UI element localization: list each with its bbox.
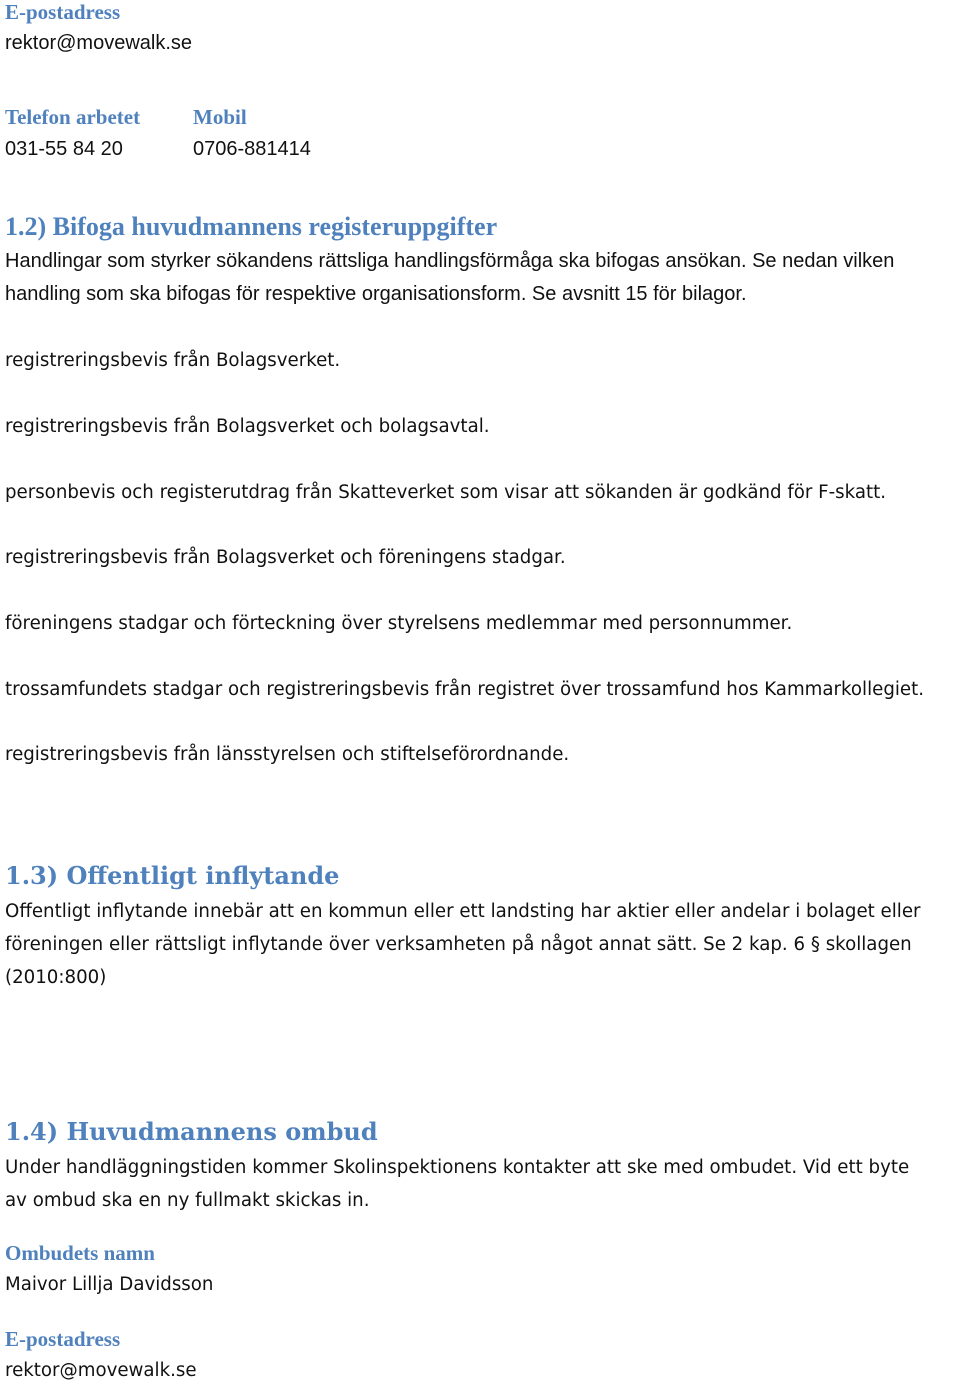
- list-item: registreringsbevis från Bolagsverket och föreningens stadgar.: [5, 547, 566, 568]
- section-1-3-line2: föreningen eller rättsligt inflytande över verksamheten på något annat sätt. Se 2 kap. 6 § skollagen: [5, 934, 912, 955]
- section-1-4-heading: 1.4) Huvudmannens ombud: [5, 1117, 378, 1146]
- section-1-2-heading: 1.2) Bifoga huvudmannens registeruppgifter: [5, 212, 498, 241]
- section-1-4-line1: Under handläggningstiden kommer Skolinspektionens kontakter att ske med ombudet. Vid ett byte: [5, 1157, 910, 1178]
- list-item: personbevis och registerutdrag från Skatteverket som visar att sökanden är godkänd för F-skatt.: [5, 482, 887, 503]
- section-1-3-heading: 1.3) Offentligt inflytande: [5, 861, 340, 890]
- representative-email-value: rektor@movewalk.se: [5, 1360, 197, 1381]
- section-1-2-intro-line1: Handlingar som styrker sökandens rättsliga handlingsförmåga ska bifogas ansökan. Se nedan vilken: [5, 250, 895, 272]
- representative-email-label: E-postadress: [5, 1327, 121, 1351]
- list-item: registreringsbevis från Bolagsverket.: [5, 350, 341, 371]
- section-1-4-line2: av ombud ska en ny fullmakt skickas in.: [5, 1190, 370, 1211]
- list-item: trossamfundets stadgar och registreringsbevis från registret över trossamfund hos Kammarkollegiet.: [5, 679, 925, 700]
- section-1-3-line3: (2010:800): [5, 967, 107, 988]
- mobile-value: 0706-881414: [193, 138, 311, 160]
- section-1-2-intro-line2: handling som ska bifogas för respektive organisationsform. Se avsnitt 15 för bilagor.: [5, 283, 747, 305]
- list-item: föreningens stadgar och förteckning över styrelsens medlemmar med personnummer.: [5, 613, 793, 634]
- phone-work-value: 031-55 84 20: [5, 138, 123, 160]
- email-label: E-postadress: [5, 0, 121, 24]
- phone-work-label: Telefon arbetet: [5, 105, 141, 129]
- mobile-label: Mobil: [193, 105, 247, 129]
- section-1-3-line1: Offentligt inflytande innebär att en kommun eller ett landsting har aktier eller andelar i bolaget eller: [5, 901, 921, 922]
- list-item: registreringsbevis från Bolagsverket och bolagsavtal.: [5, 416, 490, 437]
- representative-label: Ombudets namn: [5, 1241, 155, 1265]
- representative-value: Maivor Lillja Davidsson: [5, 1274, 214, 1295]
- email-value: rektor@movewalk.se: [5, 32, 193, 54]
- list-item: registreringsbevis från länsstyrelsen och stiftelseförordnande.: [5, 744, 570, 765]
